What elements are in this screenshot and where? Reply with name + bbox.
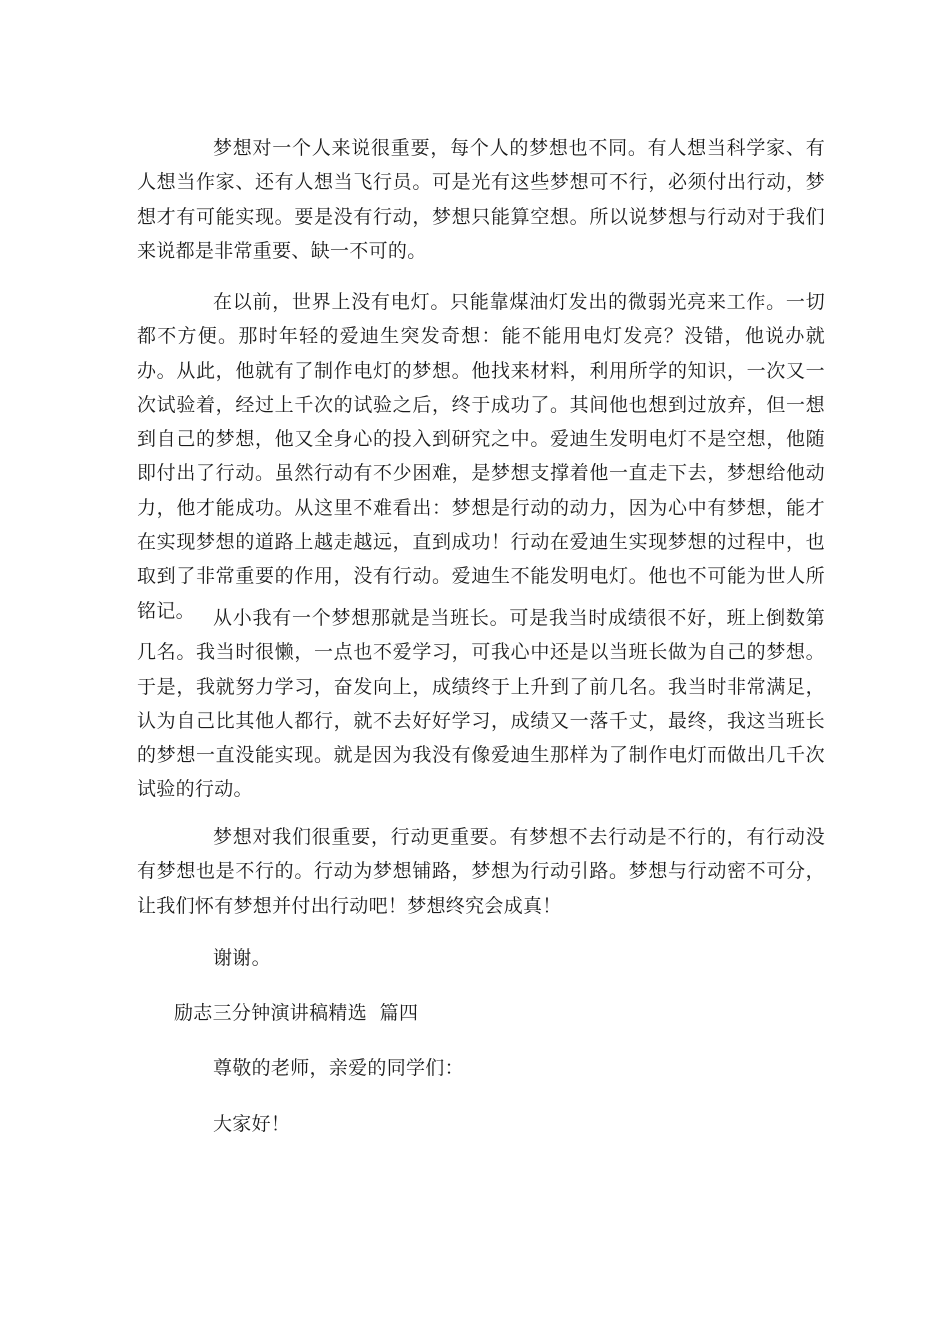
- paragraph-dream-importance: 梦想对一个人来说很重要，每个人的梦想也不同。有人想当科学家、有人想当作家、还有人想当飞行员。可是光有这些梦想可不行，必须付出行动，梦想才有可能实现。要是没有行动，梦想只能算空想。所以说梦想与行动对于我们来说都是非常重要、缺一不可的。: [137, 137, 825, 262]
- greeting: 大家好！: [213, 1113, 291, 1135]
- paragraph-class-monitor-dream: 从小我有一个梦想那就是当班长。可是我当时成绩很不好，班上倒数第几名。我当时很懒，一点也不爱学习，可我心中还是以当班长做为自己的梦想。于是，我就努力学习，奋发向上，成绩终于上升到了前几名。我当时非常满足，认为自己比其他人都行，就不去好好学习，成绩又一落千丈，最终，我这当班长的梦想一直没能实现。就是因为我没有像爱迪生那样为了制作电灯而做出几千次试验的行动。: [137, 607, 825, 801]
- closing-thanks: 谢谢。: [213, 947, 271, 969]
- salutation: 尊敬的老师，亲爱的同学们：: [213, 1057, 464, 1079]
- paragraph-conclusion: 梦想对我们很重要，行动更重要。有梦想不去行动是不行的，有行动没有梦想也是不行的。行动为梦想铺路，梦想为行动引路。梦想与行动密不可分，让我们怀有梦想并付出行动吧！梦想终究会成真！: [137, 826, 825, 917]
- paragraph-edison-story: 在以前，世界上没有电灯。只能靠煤油灯发出的微弱光亮来工作。一切都不方便。那时年轻的爱迪生突发奇想：能不能用电灯发亮？没错，他说办就办。从此，他就有了制作电灯的梦想。他找来材料，利用所学的知识，一次又一次试验着，经过上千次的试验之后，终于成功了。其间他也想到过放弃，但一想到自己的梦想，他又全身心的投入到研究之中。爱迪生发明电灯不是空想，他随即付出了行动。虽然行动有不少困难，是梦想支撑着他一直走下去，梦想给他动力，他才能成功。从这里不难看出：梦想是行动的动力，因为心中有梦想，能才在实现梦想的道路上越走越远，直到成功！行动在爱迪生实现梦想的过程中，也取到了非常重要的作用，没有行动。爱迪生不能发明电灯。他也不可能为世人所铭记。: [137, 291, 825, 622]
- section-heading: 励志三分钟演讲稿精选 篇四: [174, 1002, 419, 1024]
